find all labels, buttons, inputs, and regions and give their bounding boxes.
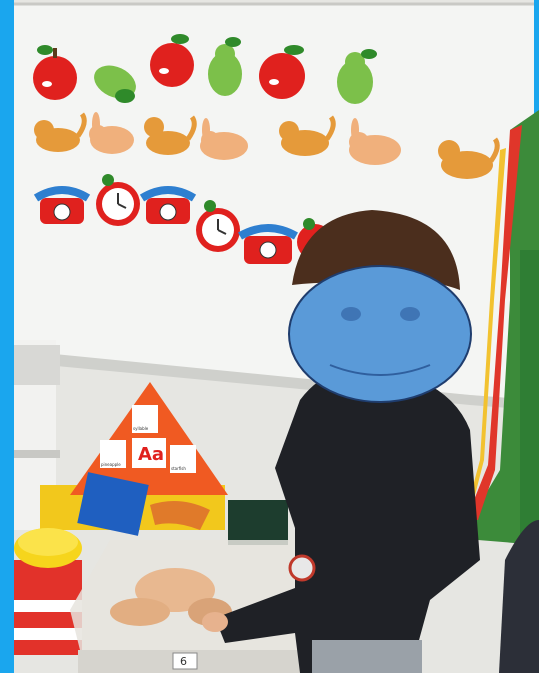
hand bbox=[202, 612, 228, 632]
bin-tag: 6 bbox=[180, 655, 187, 668]
sleeve-patch bbox=[290, 556, 314, 580]
toy-jar bbox=[14, 528, 82, 655]
starfish-label: starfish bbox=[171, 466, 186, 471]
green-basket bbox=[228, 500, 288, 545]
letters-label: Aa bbox=[138, 444, 165, 465]
trousers bbox=[312, 640, 422, 673]
face-cover bbox=[289, 266, 471, 402]
syllable-label: syllable bbox=[133, 426, 149, 431]
left-eye bbox=[341, 307, 361, 321]
right-eye bbox=[400, 307, 420, 321]
pineapple-label: pineapple bbox=[101, 462, 121, 467]
